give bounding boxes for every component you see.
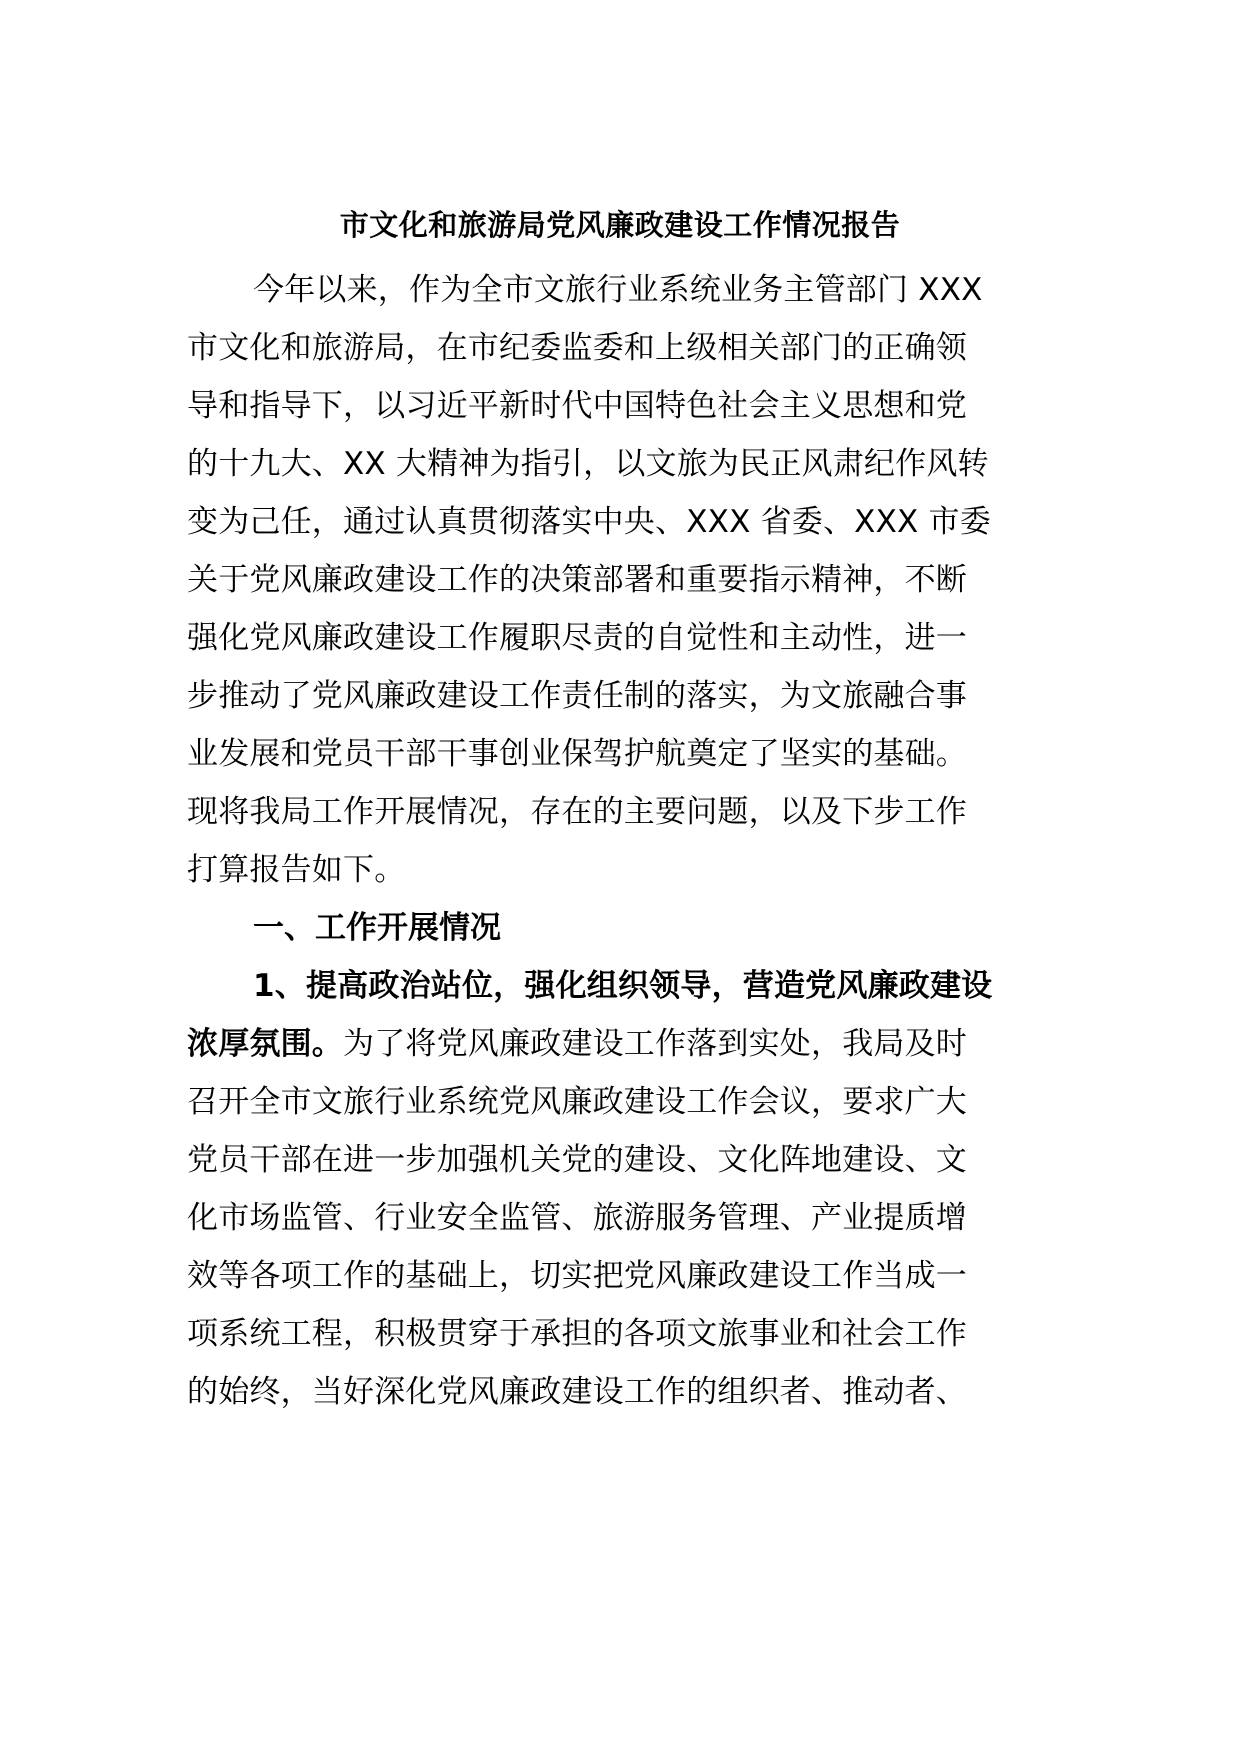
document-title: 市文化和旅游局党风廉政建设工作情况报告 [339, 208, 901, 242]
paragraph-text: 为了将党风廉政建设工作落到实处，我局及时 [343, 1026, 967, 1062]
paragraph-line: 的十九大、XX 大精神为指引，以文旅为民正风肃纪作风转 [187, 446, 989, 482]
paragraph-line: 打算报告如下。 [187, 852, 406, 888]
paragraph-line: 关于党风廉政建设工作的决策部署和重要指示精神，不断 [187, 562, 967, 598]
paragraph-line: 效等各项工作的基础上，切实把党风廉政建设工作当成一 [187, 1258, 967, 1294]
paragraph-line: 化市场监管、行业安全监管、旅游服务管理、产业提质增 [187, 1200, 967, 1236]
subsection-heading-tail: 浓厚氛围。 [187, 1026, 343, 1062]
paragraph-line: 今年以来，作为全市文旅行业系统业务主管部门 XXX [253, 272, 983, 308]
paragraph-line: 强化党风廉政建设工作履职尽责的自觉性和主动性，进一 [187, 620, 967, 656]
paragraph-line: 变为己任，通过认真贯彻落实中央、XXX 省委、XXX 市委 [187, 504, 991, 540]
paragraph-line: 召开全市文旅行业系统党风廉政建设工作会议，要求广大 [187, 1084, 967, 1120]
paragraph-line: 现将我局工作开展情况，存在的主要问题，以及下步工作 [187, 794, 967, 830]
subsection-heading: 1、提高政治站位，强化组织领导，营造党风廉政建设 [253, 968, 993, 1004]
paragraph-line: 的始终，当好深化党风廉政建设工作的组织者、推动者、 [187, 1374, 967, 1410]
paragraph-line: 项系统工程，积极贯穿于承担的各项文旅事业和社会工作 [187, 1316, 967, 1352]
paragraph-line: 导和指导下，以习近平新时代中国特色社会主义思想和党 [187, 388, 967, 424]
paragraph-line: 党员干部在进一步加强机关党的建设、文化阵地建设、文 [187, 1142, 967, 1178]
paragraph-line: 市文化和旅游局，在市纪委监委和上级相关部门的正确领 [187, 330, 967, 366]
paragraph-line: 业发展和党员干部干事创业保驾护航奠定了坚实的基础。 [187, 736, 967, 772]
section-heading: 一、工作开展情况 [253, 910, 501, 946]
paragraph-line: 步推动了党风廉政建设工作责任制的落实，为文旅融合事 [187, 678, 967, 714]
paragraph-line [187, 1024, 1057, 1064]
